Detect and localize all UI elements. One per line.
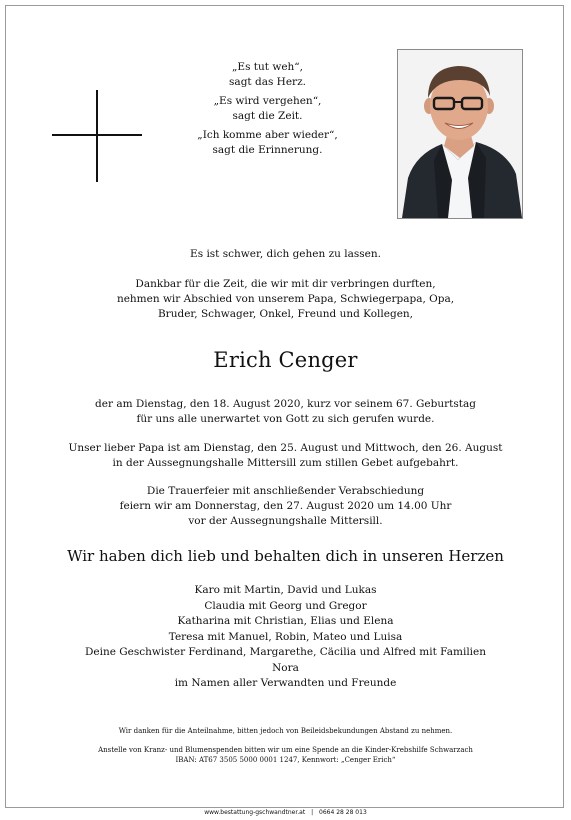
cross-vertical-bar: [96, 90, 98, 182]
death-line: der am Dienstag, den 18. August 2020, kurz vor seinem 67. Geburtstag: [95, 398, 476, 410]
poem-line: sagt die Erinnerung.: [212, 143, 323, 156]
poem: [185, 60, 350, 162]
poem-line: sagt das Herz.: [229, 75, 306, 88]
family-member: Karo mit Martin, David und Lukas: [194, 584, 377, 596]
funeral-line: Die Trauerfeier mit anschließender Verabschiedung: [146, 485, 425, 497]
family-list: [30, 583, 541, 692]
funeral-info: [30, 484, 541, 529]
farewell-line: nehmen wir Abschied von unserem Papa, Schwiegerpapa, Opa,: [116, 293, 455, 305]
farewell-line: Dankbar für die Zeit, die wir mit dir verbringen durften,: [135, 278, 436, 290]
family-member: Katharina mit Christian, Elias und Elena: [177, 615, 394, 627]
donation-note: [30, 745, 541, 765]
poem-line: „Es wird vergehen“,: [213, 95, 322, 107]
footer: [0, 808, 571, 818]
intro-line: Es ist schwer, dich gehen zu lassen.: [190, 248, 381, 260]
motto: Wir haben dich lieb und behalten dich in unseren Herzen: [67, 547, 504, 565]
portrait-photo: [397, 49, 523, 219]
family-member: im Namen aller Verwandten und Freunde: [174, 677, 397, 689]
deceased-name: Erich Cenger: [213, 348, 358, 372]
farewell-text: [30, 277, 541, 322]
family-member: Teresa mit Manuel, Robin, Mateo und Luisa: [168, 630, 403, 643]
cross-horizontal-bar: [52, 134, 142, 136]
family-member: Deine Geschwister Ferdinand, Margarethe, Cäcilia und Alfred mit Familien: [84, 646, 487, 658]
poem-line: sagt die Zeit.: [232, 109, 303, 122]
funeral-line: feiern wir am Donnerstag, den 27. August 2020 um 14.00 Uhr: [119, 500, 452, 512]
family-member: Claudia mit Georg und Gregor: [204, 599, 367, 612]
poem-line: „Ich komme aber wieder“,: [197, 129, 338, 141]
viewing-line: Unser lieber Papa ist am Dienstag, den 25. August und Mittwoch, den 26. August: [68, 442, 503, 454]
poem-line: „Es tut weh“,: [231, 61, 304, 73]
donation-line: Anstelle von Kranz- und Blumenspenden bitten wir um eine Spende an die Kinder-Krebshilfe Schwarzach: [98, 746, 473, 754]
footer-phone: 0664 28 28 013: [319, 809, 367, 816]
poem-stanza: [185, 60, 350, 89]
family-member: Nora: [272, 661, 299, 674]
farewell-line: Bruder, Schwager, Onkel, Freund und Kollegen,: [157, 308, 414, 320]
viewing-info: [30, 441, 541, 471]
thanks-line: Wir danken für die Anteilnahme, bitten jedoch von Beileidsbekundungen Abstand zu nehmen.: [118, 727, 453, 735]
intro-sentence: [30, 247, 541, 262]
viewing-line: in der Aussegnungshalle Mittersill zum stillen Gebet aufgebahrt.: [112, 457, 459, 469]
footer-website[interactable]: www.bestattung-gschwandtner.at: [204, 809, 306, 816]
portrait-image: [398, 50, 522, 218]
death-line: für uns alle unerwartet von Gott zu sich gerufen wurde.: [136, 413, 435, 425]
poem-stanza: [185, 94, 350, 123]
funeral-line: vor der Aussegnungshalle Mittersill.: [188, 515, 383, 527]
poem-stanza: [185, 128, 350, 157]
footer-separator: |: [311, 809, 314, 816]
thanks-note: [30, 726, 541, 736]
donation-line: IBAN: AT67 3505 5000 0001 1247, Kennwort: „Cenger Erich“: [175, 756, 396, 764]
death-announcement: [30, 397, 541, 427]
